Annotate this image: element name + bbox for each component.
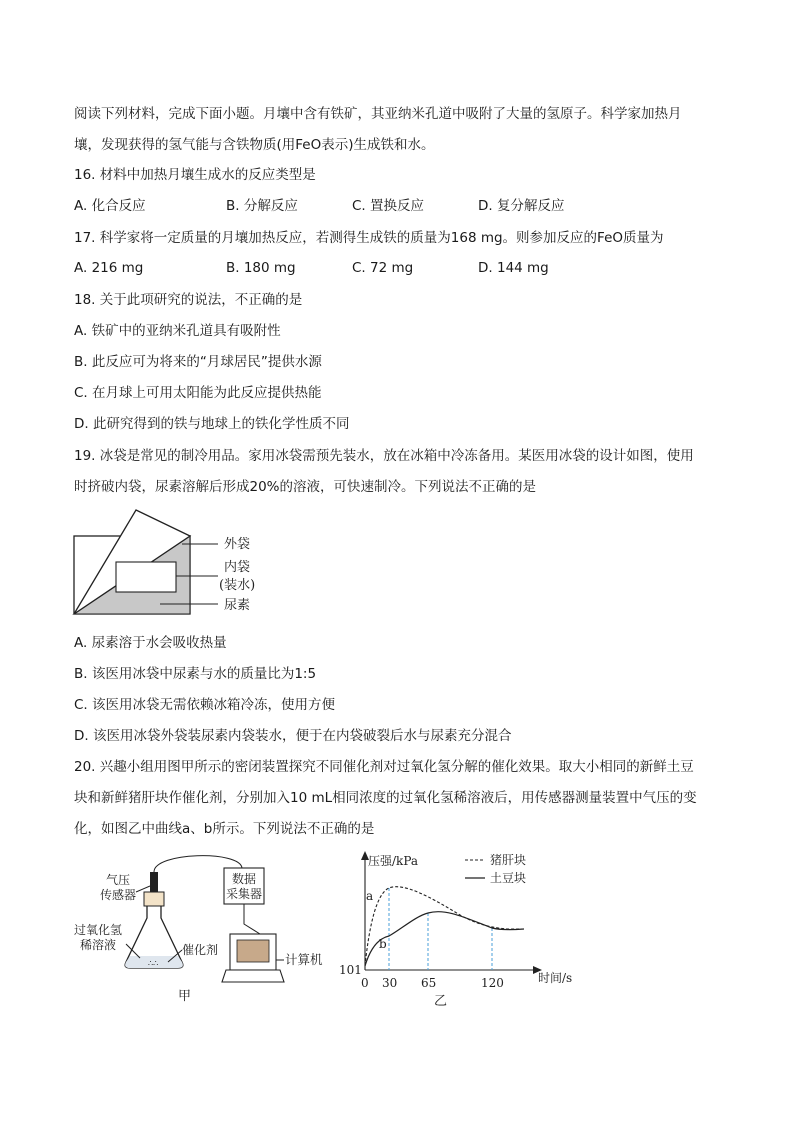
x-tick-65: 65 [421,976,437,990]
pressure-sensor [150,872,158,892]
y-tick-101: 101 [339,963,362,977]
q16-stem: 16. 材料中加热月壤生成水的反应类型是 [74,167,316,183]
sensor-label-2: 传感器 [100,888,137,902]
x-tick-0: 0 [361,976,369,990]
q18-option-c: C. 在月球上可用太阳能为此反应提供热能 [74,385,322,401]
caption-jia: 甲 [178,989,192,1004]
q19-option-d: D. 该医用冰袋外袋装尿素内袋装水，便于在内袋破裂后水与尿素充分混合 [74,728,512,744]
q20-line-1: 20. 兴趣小组用图甲所示的密闭装置探究不同催化剂对过氧化氢分解的催化效果。取大小相同的新鲜土豆 [74,759,694,775]
label-inner-bag: 内袋 [224,560,251,575]
q17-option-d: D. 144 mg [478,260,549,276]
inner-bag-rect [116,562,176,592]
legend-solid-label: 土豆块 [490,871,527,885]
y-axis-label: 压强/kPa [368,854,419,868]
q16-option-d: D. 复分解反应 [478,198,565,214]
collector-label-1: 数据 [232,872,257,886]
sensor-label-1: 气压 [106,873,131,887]
q19-option-c: C. 该医用冰袋无需依赖冰箱冷冻，使用方便 [74,697,336,713]
legend-dashed-label: 猪肝块 [490,853,527,867]
solution-label-2: 稀溶液 [80,938,117,952]
q16-option-a: A. 化合反应 [74,198,146,214]
q16-options [74,196,724,216]
catalyst-particles: ∴∴ [148,959,159,968]
intro-line-1: 阅读下列材料，完成下面小题。月壤中含有铁矿，其亚纳米孔道中吸附了大量的氢原子。科学家加热月 [74,106,682,122]
q18-stem: 18. 关于此项研究的说法，不正确的是 [74,292,303,308]
q19-line-2: 时挤破内袋，尿素溶解后形成20%的溶液，可快速制冷。下列说法不正确的是 [74,479,537,495]
q18-option-a: A. 铁矿中的亚纳米孔道具有吸附性 [74,323,281,339]
collector-label-2: 采集器 [226,887,263,901]
q19-option-a: A. 尿素溶于水会吸收热量 [74,635,227,651]
computer-screen [237,940,269,962]
q17-options [74,258,724,278]
q17-option-a: A. 216 mg [74,260,144,276]
q20-line-2: 块和新鲜猪肝块作催化剂，分别加入10 mL相同浓度的过氧化氢稀溶液后，用传感器测量装置中气压的变 [74,790,697,806]
label-inner-water: (装水) [219,578,256,593]
curve-b-label: b [379,937,387,951]
q20-line-3: 化，如图乙中曲线a、b所示。下列说法不正确的是 [74,821,375,837]
q16-option-c: C. 置换反应 [352,198,425,214]
computer-keyboard [222,970,284,982]
q19-option-b: B. 该医用冰袋中尿素与水的质量比为1:5 [74,666,317,682]
intro-line-2: 壤，发现获得的氢气能与含铁物质(用FeO表示)生成铁和水。 [74,137,435,153]
q17-option-b: B. 180 mg [226,260,296,276]
x-axis-label: 时间/s [538,971,573,985]
sensor-pointer [136,886,150,892]
x-tick-120: 120 [481,976,504,990]
curve-a-label: a [366,889,374,903]
label-outer-bag: 外袋 [224,537,251,552]
computer-cable [244,904,260,934]
pressure-graph [334,848,594,1008]
computer-label: 计算机 [285,952,323,967]
q18-option-b: B. 此反应可为将来的“月球居民”提供水源 [74,354,322,370]
label-urea: 尿素 [224,598,251,613]
q17-option-c: C. 72 mg [352,260,414,276]
q16-option-b: B. 分解反应 [226,198,298,214]
q19-line-1: 19. 冰袋是常见的制冷用品。家用冰袋需预先装水，放在冰箱中冷冻备用。某医用冰袋的设计如图，使用 [74,448,694,464]
caption-yi: 乙 [434,994,448,1008]
apparatus-figure [70,846,340,1006]
q18-option-d: D. 此研究得到的铁与地球上的铁化学性质不同 [74,416,350,432]
q17-stem: 17. 科学家将一定质量的月壤加热反应，若测得生成铁的质量为168 mg。则参加反应的FeO质量为 [74,230,664,246]
catalyst-label: 催化剂 [182,943,219,957]
stopper [144,892,164,906]
ice-bag-figure [70,506,270,618]
x-tick-30: 30 [382,976,398,990]
solution-label-1: 过氧化氢 [74,923,123,937]
